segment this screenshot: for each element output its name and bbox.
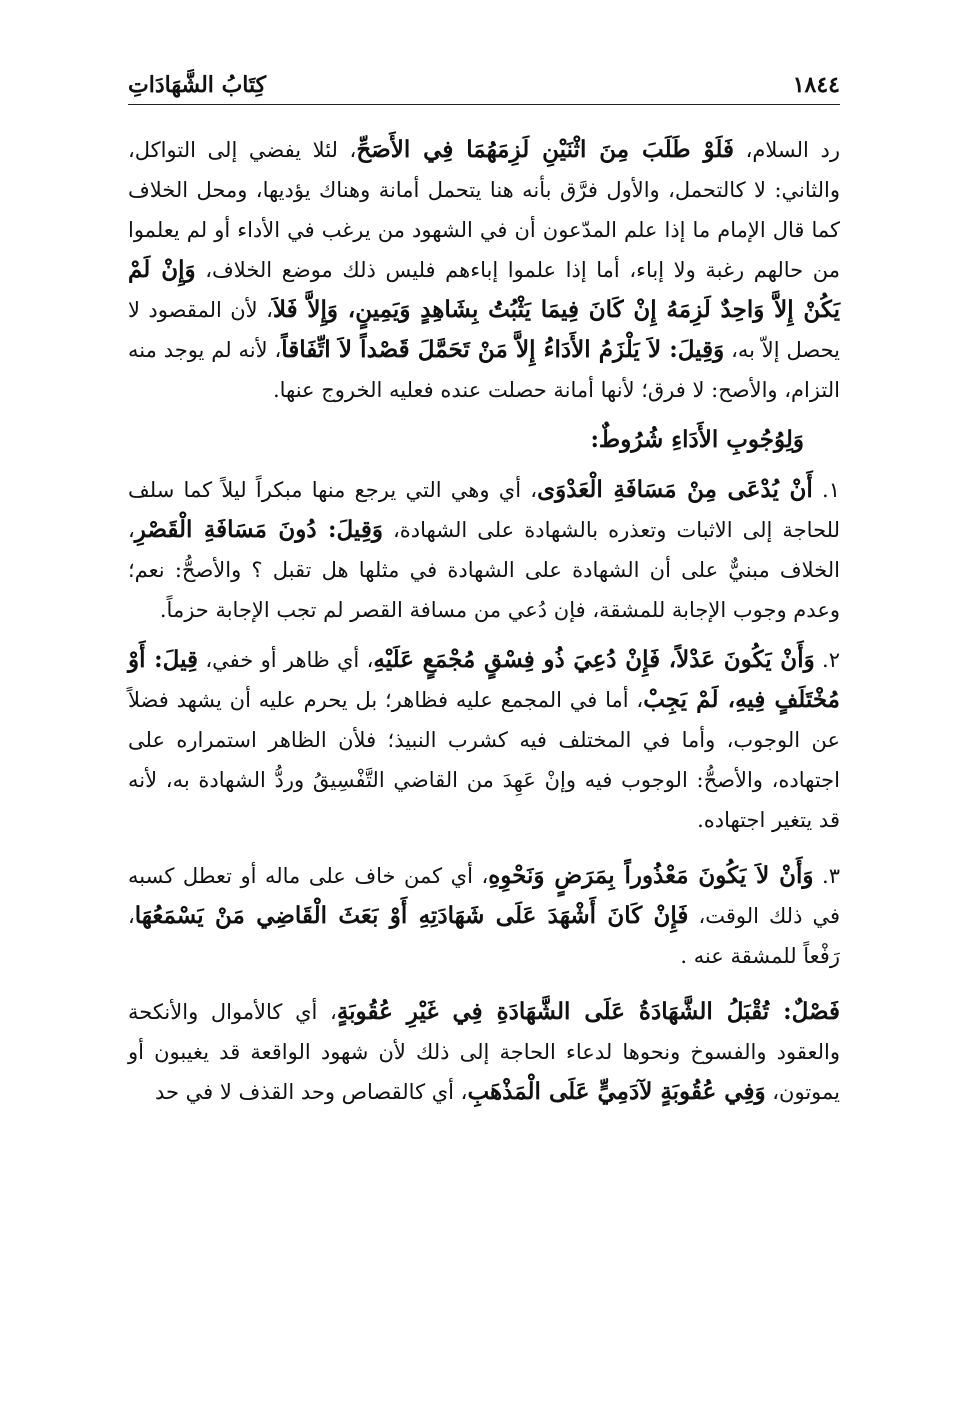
section-heading: وَلِوُجُوبِ الأَدَاءِ شُرُوطٌ: (590, 426, 804, 453)
page-number: ١٨٤٤ (792, 72, 840, 98)
matn-text: فَصْلٌ: تُقْبَلُ الشَّهَادَةُ عَلَى الشَّهَادَةِ فِي غَيْرِ عُقُوبَةٍ (336, 998, 840, 1025)
matn-text: وَأَنْ يَكُونَ عَدْلاً، فَإِنْ دُعِيَ ذُو فِسْقٍ مُجْمَعٍ عَلَيْهِ (373, 646, 815, 673)
matn-text: وَأَنْ لاَ يَكُونَ مَعْذُوراً بِمَرَضٍ وَنَحْوِهِ (488, 862, 814, 889)
condition-item-1 (128, 470, 840, 630)
matn-text: وَقِيلَ: لاَ يَلْزَمُ الأَدَاءُ إِلاَّ مَنْ تَحَمَّلَ قَصْداً لاَ اتِّفَاقاً (281, 336, 725, 363)
matn-text: قِيلَ: أَوْ مُخْتَلَفٍ فِيهِ، لَمْ يَجِبْ (128, 646, 841, 713)
matn-text: وَقِيلَ: دُونَ مَسَافَةِ الْقَصْرِ (134, 516, 383, 543)
commentary-text: ٣. (813, 864, 840, 888)
commentary-text: رد السلام، (733, 138, 840, 162)
commentary-text: ، الخلاف مبنيٌّ على أن الشهادة على الشهادة في مثلها هل تقبل ؟ والأصحُّ: نعم؛ وعدم وجوب الإجابة للمشقة، فإن دُعي من مسافة القصر لم تجب الإجابة حزماً. (128, 518, 840, 622)
commentary-text: ، لأن المقصود لا يحصل إلاّ به، (128, 298, 840, 362)
book-title: كِتَابُ الشَّهَادَاتِ (128, 72, 267, 98)
matn-text: وَإِنْ لَمْ يَكُنْ إِلاَّ وَاحِدٌ لَزِمَهُ إِنْ كَانَ فِيمَا يَثْبُتُ بِشَاهِدٍ وَيَمِينٍ، وَإِلاَّ فَلاَ (128, 256, 840, 323)
commentary-text: ، رَفْعاً للمشقة عنه . (128, 904, 840, 968)
matn-text: وَفِي عُقُوبَةٍ لآدَمِيٍّ عَلَى الْمَذْهَبِ (467, 1078, 766, 1105)
paragraph-commentary (128, 130, 840, 410)
commentary-text: ، أي كمن خاف على ماله أو تعطل كسبه في ذلك الوقت، (128, 864, 840, 928)
commentary-text: ، أي وهي التي يرجع منها مبكراً ليلاً كما سلف للحاجة إلى الاثبات وتعذره بالشهادة على الشهادة، (128, 478, 840, 542)
commentary-text: ١. (812, 478, 840, 502)
condition-item-3 (128, 856, 840, 976)
running-head (128, 72, 840, 104)
commentary-text: ، لأنه لم يوجد منه التزام، والأصح: لا فرق؛ لأنها أمانة حصلت عنده فعليه الخروج عنها. (128, 338, 840, 402)
condition-item-2 (128, 640, 840, 840)
commentary-text: ، أي كالقصاص وحد القذف لا في حد (154, 1080, 468, 1104)
commentary-text: ، أي كالأموال والأنكحة والعقود والفسوخ ونحوها لدعاء الحاجة إلى ذلك لأن شهود الواقعة قد يغيبون أو يموتون، (128, 1000, 840, 1104)
header-rule (128, 104, 840, 105)
commentary-text: ، أما في المجمع عليه فظاهر؛ بل يحرم عليه أن يشهد فضلاً عن الوجوب، وأما في المختلف فيه كشرب النبيذ؛ فلأن الظاهر استمراره على اجتهاده، والأصحُّ: الوجوب فيه وإنْ عَهِدَ من القاضي التَّفْسِيقُ وردُّ الشهادة به، لأنه قد يتغير اجتهاده. (128, 688, 840, 832)
body-text (128, 130, 840, 1112)
matn-text: فَلَوْ طَلَبَ مِنَ اثْنَيْنِ لَزِمَهُمَا فِي الأَصَحِّ (356, 136, 734, 163)
commentary-text: ٢. (814, 648, 840, 672)
commentary-text: ، لئلا يفضي إلى التواكل، والثاني: لا كالتحمل، والأول فرَّق بأنه هنا يتحمل أمانة وهناك يؤديها، ومحل الخلاف كما قال الإمام ما إذا علم المدّعون أن في الشهود من يرغب في الأداء أو لم يعلموا من حالهم رغبة ولا إباء، أما إذا علموا إباءهم فليس ذلك موضع الخلاف، (128, 138, 840, 282)
paragraph-fasl (128, 992, 840, 1112)
commentary-text: ، أي ظاهر أو خفي، (198, 648, 374, 672)
matn-text: فَإِنْ كَانَ أَشْهَدَ عَلَى شَهَادَتِهِ أَوْ بَعَثَ الْقَاضِي مَنْ يَسْمَعُهَا (134, 902, 689, 929)
matn-text: أَنْ يُدْعَى مِنْ مَسَافَةِ الْعَدْوَى (537, 476, 813, 503)
